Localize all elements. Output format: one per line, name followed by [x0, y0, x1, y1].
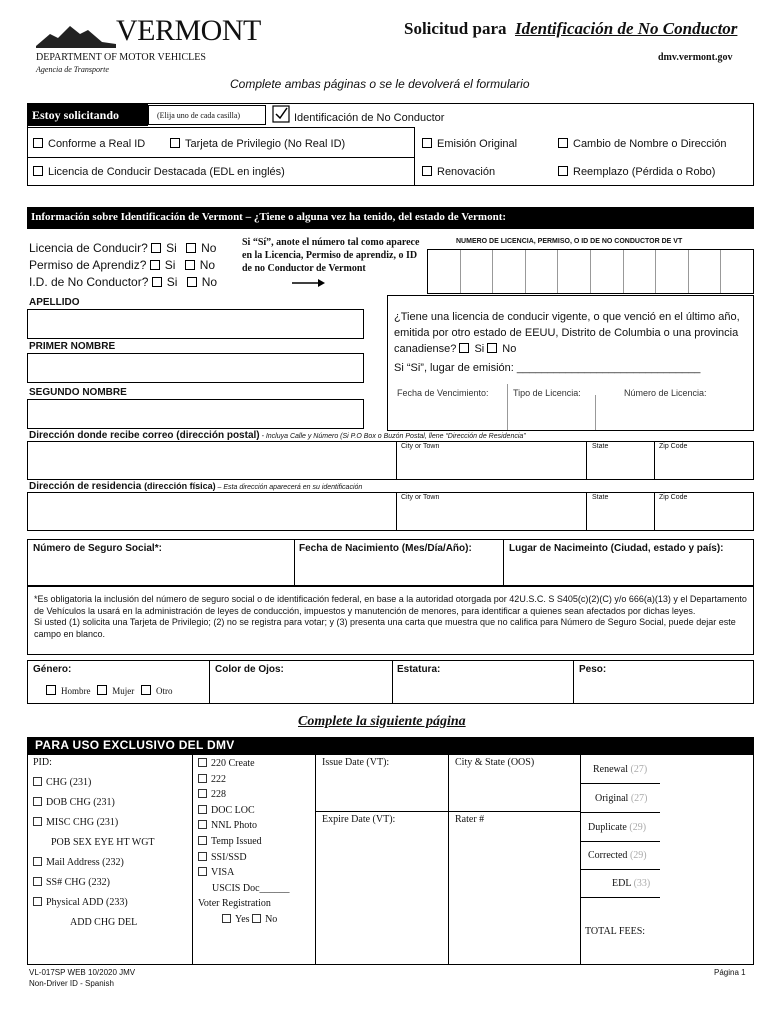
applying-note: (Elija uno de cada casilla) [148, 105, 266, 125]
create-220[interactable]: 220 Create [198, 756, 290, 772]
vt-number-field[interactable] [427, 249, 754, 294]
title-prefix: Solicitud para [404, 19, 507, 38]
website: dmv.vermont.gov [658, 52, 733, 63]
ss-chg-232[interactable]: SS# CHG (232) [33, 877, 110, 888]
gender-label: Género: [33, 664, 72, 675]
q-drivers-license: Licencia de Conducir? Si No [29, 241, 217, 255]
name-address-change-option[interactable]: Cambio de Nombre o Dirección [558, 138, 726, 150]
non-driver-id-label: Identificación de No Conductor [294, 112, 445, 124]
physical-add-233[interactable]: Physical ADD (233) [33, 897, 128, 908]
doc-loc[interactable]: DOC LOC [198, 803, 290, 819]
other-checkbox[interactable]: Otro [141, 686, 173, 696]
weight-label[interactable]: Peso: [579, 664, 607, 675]
fee-original[interactable]: Original (27) [595, 793, 648, 804]
chg-231[interactable]: CHG (231) [33, 777, 91, 788]
ssn-label[interactable]: Número de Seguro Social*: [33, 543, 162, 554]
dob-chg-231[interactable]: DOB CHG (231) [33, 797, 115, 808]
vt-number-note: Si “Sí”, anote el número tal como aparece en la Licencia, Permiso de aprendiz, o ID de no Conductor de Vermont [242, 237, 420, 274]
real-id-option[interactable]: Conforme a Real ID [33, 138, 145, 150]
pid-label: PID: [33, 757, 52, 768]
vt-number-label: NUMERO DE LICENCIA, PERMISO, O ID DE NO CONDUCTOR DE VT [456, 238, 683, 245]
residence-address-label: Dirección de residencia (dirección física) – Esta dirección aparecerá en su identificación [29, 481, 363, 492]
form-code: VL-017SP WEB 10/2020 JMV [29, 968, 136, 977]
misc-chg-231[interactable]: MISC CHG (231) [33, 817, 118, 828]
q-non-driver-id: I.D. de No Conductor? Si No [29, 275, 218, 289]
si-checkbox[interactable]: Si [150, 258, 176, 272]
edl-option[interactable]: Licencia de Conducir Destacada (EDL en inglés) [33, 166, 285, 178]
last-name-label: APELLIDO [29, 297, 80, 308]
fee-edl[interactable]: EDL (33) [612, 878, 651, 889]
q-learner-permit: Permiso de Aprendiz? Si No [29, 258, 216, 272]
arrow-right-icon [292, 278, 326, 288]
vt-id-info-header: Información sobre Identificación de Vermont – ¿Tiene o alguna vez ha tenido, del estado de Vermont: [27, 207, 754, 229]
voter-options [198, 912, 290, 928]
expire-date-label[interactable]: Expire Date (VT): [322, 814, 396, 825]
page-number: Página 1 [714, 968, 746, 977]
expiration-date-label: Fecha de Vencimiento: [397, 388, 489, 398]
dmv-col2-list [198, 756, 290, 928]
res-state-label: State [592, 494, 609, 501]
code-222[interactable]: 222 [198, 772, 290, 788]
first-name-field[interactable] [27, 353, 364, 383]
mountain-logo-icon [36, 20, 116, 50]
license-type-label: Tipo de Licencia: [513, 388, 581, 398]
si-checkbox[interactable]: Si [151, 241, 177, 255]
code-228[interactable]: 228 [198, 787, 290, 803]
agency-name: Agencia de Transporte [36, 65, 109, 74]
vermont-logo [36, 14, 261, 50]
mailing-address-field[interactable] [27, 441, 754, 480]
yes-checkbox[interactable]: Yes [222, 914, 250, 925]
visa[interactable]: VISA [198, 865, 290, 881]
ssn-disclaimer: *Es obligatoria la inclusión del número de seguro social o de identificación federal, en base a la autoridad otorgada por 42U.S.C. S S405(c)(2)(C) y/o 666(a)(13) y el Departamento de Vehículos la usará en la administración de leyes de conducción, impuestos y manutención de menores, para identificar a quienes sean afectados por dichas leyes. Si usted (1) solicita una Tarjeta de Privilegio; (2) no se registra para votar; y (3) presenta una carta que muestra que no califica para Número de Seguro Social, puede dejar este campo en blanco. [27, 586, 754, 655]
first-name-label: PRIMER NOMBRE [29, 341, 116, 352]
total-fees-label[interactable]: TOTAL FEES: [585, 926, 646, 937]
si-checkbox[interactable]: Si [152, 275, 178, 289]
original-issue-option[interactable]: Emisión Original [422, 138, 517, 150]
no-checkbox[interactable]: No [185, 258, 215, 272]
pos-sex-eye-ht-wgt: POB SEX EYE HT WGT [51, 837, 155, 848]
mail-city-label: City or Town [401, 443, 440, 450]
no-checkbox[interactable]: No [186, 241, 216, 255]
eye-color-label[interactable]: Color de Ojos: [215, 664, 284, 675]
city-state-label[interactable]: City & State (OOS) [455, 757, 535, 768]
last-name-field[interactable] [27, 309, 364, 339]
replacement-option[interactable]: Reemplazo (Pérdida o Robo) [558, 166, 715, 178]
add-chg-del: ADD CHG DEL [70, 917, 138, 928]
height-label[interactable]: Estatura: [397, 664, 441, 675]
mail-zip-label: Zip Code [659, 443, 688, 450]
form-subtitle: Non-Driver ID - Spanish [29, 979, 114, 988]
res-city-label: City or Town [401, 494, 440, 501]
license-number-label: Número de Licencia: [624, 388, 707, 398]
checked-box-icon [272, 105, 290, 123]
applying-label: Estoy solicitando [28, 104, 148, 126]
title-main: Identificación de No Conductor [515, 19, 738, 38]
fee-renewal[interactable]: Renewal (27) [593, 764, 648, 775]
res-zip-label: Zip Code [659, 494, 688, 501]
male-checkbox[interactable]: Hombre [46, 686, 91, 696]
middle-name-field[interactable] [27, 399, 364, 429]
fee-corrected[interactable]: Corrected (29) [588, 850, 647, 861]
no-checkbox[interactable]: No [252, 914, 277, 925]
rater-label[interactable]: Rater # [455, 814, 485, 825]
ssi-ssd[interactable]: SSI/SSD [198, 850, 290, 866]
mail-state-label: State [592, 443, 609, 450]
temp-issued[interactable]: Temp Issued [198, 834, 290, 850]
mail-address-232[interactable]: Mail Address (232) [33, 857, 124, 868]
gender-options [46, 685, 173, 696]
nnl-photo[interactable]: NNL Photo [198, 818, 290, 834]
middle-name-label: SEGUNDO NOMBRE [29, 387, 127, 398]
mailing-address-label: Dirección donde recibe correo (dirección postal) - Incluya Calle y Número (Si P.O Box o Buzón Postal, llene “Dirección de Residencia” [29, 430, 526, 441]
other-license-question: ¿Tiene una licencia de conducir vigente, o que venció en el último año, emitida por otro estado de EEUU, Distrito de Columbia o una provincia canadiense? Si No [394, 311, 740, 355]
dmv-use-header: PARA USO EXCLUSIVO DEL DMV [27, 737, 754, 754]
non-driver-id-option[interactable] [272, 105, 290, 128]
si-checkbox[interactable]: Si [459, 343, 484, 355]
dept-name: DEPARTMENT OF MOTOR VEHICLES [36, 52, 206, 63]
no-checkbox[interactable]: No [487, 343, 516, 355]
residence-address-field[interactable] [27, 492, 754, 531]
female-checkbox[interactable]: Mujer [97, 686, 134, 696]
physical-row [27, 660, 754, 704]
place-of-issue[interactable]: Si “Si”, lugar de emisión: ______________________________ [394, 362, 701, 374]
form-title [404, 19, 737, 39]
dob-label[interactable]: Fecha de Nacimiento (Mes/Día/Año): [299, 543, 472, 554]
renewal-option[interactable]: Renovación [422, 166, 495, 178]
issue-date-label[interactable]: Issue Date (VT): [322, 757, 390, 768]
form-instruction: Complete ambas páginas o se le devolverá el formulario [230, 77, 530, 91]
birthplace-label[interactable]: Lugar de Nacimeinto (Ciudad, estado y país): [509, 543, 724, 554]
voter-registration: Voter Registration [198, 898, 271, 910]
privilege-card-option[interactable]: Tarjeta de Privilegio (No Real ID) [170, 138, 345, 150]
next-page-note: Complete la siguiente página [298, 714, 466, 729]
uscis-doc[interactable]: USCIS Doc______ [212, 882, 290, 894]
fee-duplicate[interactable]: Duplicate (29) [588, 822, 647, 833]
logo-text: VERMONT [116, 14, 261, 47]
no-checkbox[interactable]: No [187, 275, 217, 289]
